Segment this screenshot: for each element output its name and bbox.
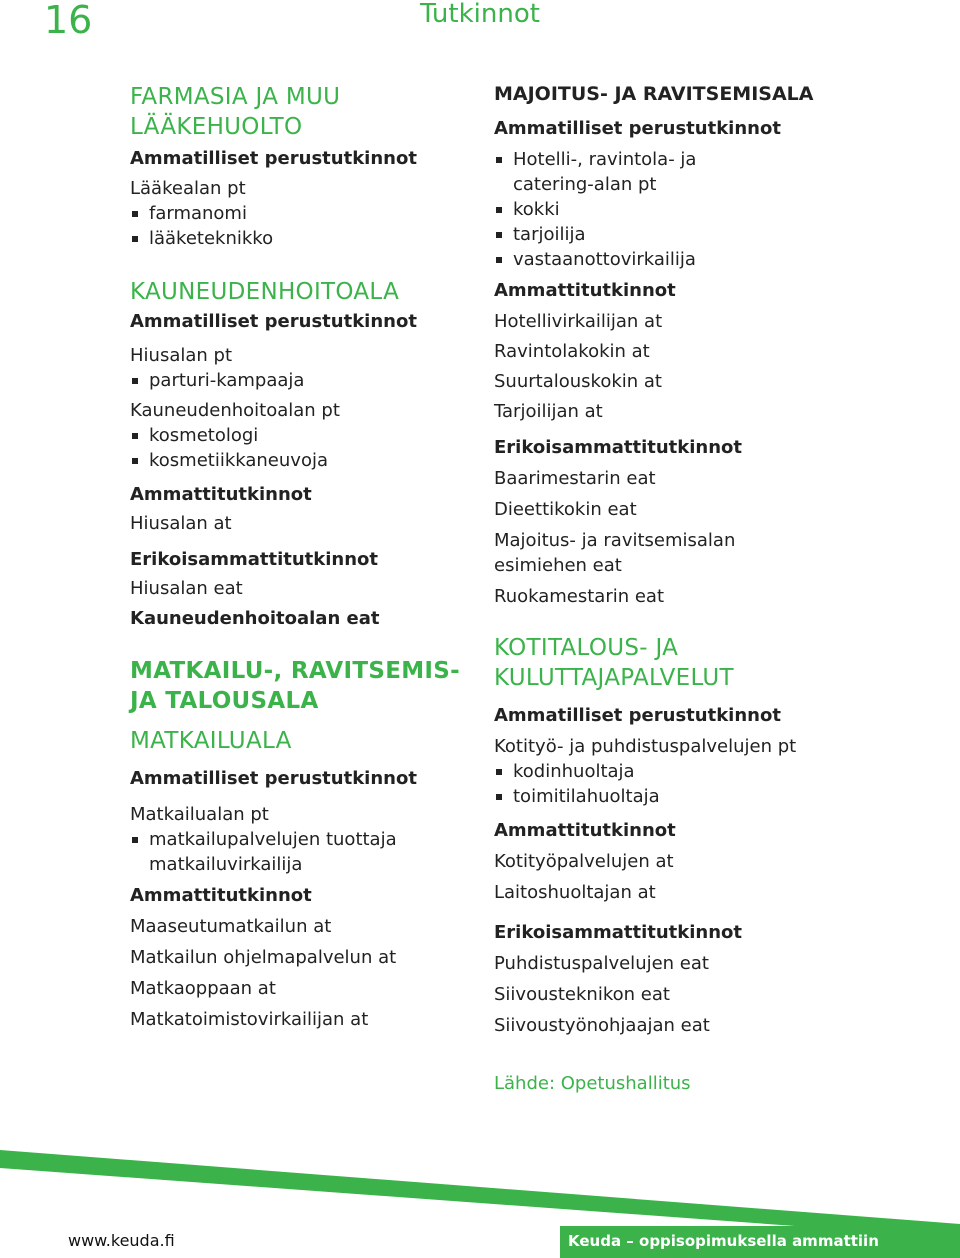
bullet-item: parturi-kampaaja — [130, 368, 460, 393]
bullet-item: toimitilahuoltaja — [494, 784, 934, 809]
section-title-majoitus: MAJOITUS- JA RAVITSEMISALA — [494, 83, 814, 105]
section-title-kotitalous-cont: KULUTTAJAPALVELUT — [494, 665, 734, 691]
running-title: Tutkinnot — [420, 0, 540, 29]
list-item: Matkailualan pt — [130, 804, 269, 825]
list-item: Lääkealan pt — [130, 178, 246, 199]
list-item: Kauneudenhoitoalan pt — [130, 400, 340, 421]
source-credit: Lähde: Opetushallitus — [494, 1073, 691, 1094]
subheading: Erikoisammattitutkinnot — [494, 437, 743, 458]
list-item: Baarimestarin eat — [494, 468, 656, 489]
list-item: Laitoshuoltajan at — [494, 882, 656, 903]
list-item: Ruokamestarin eat — [494, 586, 665, 607]
subheading: Ammattitutkinnot — [130, 484, 312, 505]
subheading: Ammattitutkinnot — [494, 820, 676, 841]
section-title-kauneus: KAUNEUDENHOITOALA — [130, 279, 400, 305]
subheading: Erikoisammattitutkinnot — [130, 549, 379, 570]
section-title-matkailu: MATKAILU-, RAVITSEMIS- — [130, 658, 461, 684]
list-item: Siivousteknikon eat — [494, 984, 670, 1005]
list-item: Hiusalan pt — [130, 345, 232, 366]
section-title-farmasia-cont: LÄÄKEHUOLTO — [130, 114, 303, 140]
section-title-kotitalous: KOTITALOUS- JA — [494, 635, 679, 661]
section-title-matkailuala: MATKAILUALA — [130, 728, 292, 754]
list-item: Kotityöpalvelujen at — [494, 851, 674, 872]
bullet-item: kodinhuoltaja — [494, 759, 934, 784]
subheading: Ammattitutkinnot — [494, 280, 676, 301]
bullet-item: matkailupalvelujen tuottaja — [130, 827, 460, 852]
page-number: 16 — [44, 0, 93, 42]
footer-slogan: Keuda – oppisopimuksella ammattiin — [568, 1232, 879, 1250]
list-item: Suurtalouskokin at — [494, 371, 662, 392]
list-item: Kotityö- ja puhdistuspalvelujen pt — [494, 736, 797, 757]
bullet-item: vastaanottovirkailija — [494, 247, 934, 272]
bullet-item-cont: catering-alan pt — [513, 174, 657, 195]
list-item: Siivoustyönohjaajan eat — [494, 1015, 710, 1036]
list-item-cont: esimiehen eat — [494, 555, 622, 576]
subheading: Ammatilliset perustutkinnot — [130, 148, 417, 169]
list-item: Puhdistuspalvelujen eat — [494, 953, 709, 974]
subheading: Ammatilliset perustutkinnot — [494, 118, 781, 139]
subheading: Ammatilliset perustutkinnot — [494, 705, 781, 726]
bullet-item: kokki — [494, 197, 934, 222]
footer-url[interactable]: www.keuda.fi — [68, 1231, 175, 1250]
subheading: Ammatilliset perustutkinnot — [130, 311, 417, 332]
subheading: Erikoisammattitutkinnot — [494, 922, 743, 943]
bullet-item: tarjoilija — [494, 222, 934, 247]
list-item: Maaseutumatkailun at — [130, 916, 332, 937]
list-item: Tarjoilijan at — [494, 401, 603, 422]
bullet-item: lääketeknikko — [130, 226, 460, 251]
list-item: Ravintolakokin at — [494, 341, 650, 362]
bullet-item: Hotelli-, ravintola- ja — [494, 147, 934, 172]
list-item: Kauneudenhoitoalan eat — [130, 608, 380, 629]
left-column — [130, 82, 460, 1032]
bullet-item: kosmetologi — [130, 423, 460, 448]
section-title-matkailu-cont: JA TALOUSALA — [130, 688, 319, 714]
section-title-farmasia: FARMASIA JA MUU — [130, 84, 341, 110]
subheading: Ammatilliset perustutkinnot — [130, 768, 417, 789]
list-item: Dieettikokin eat — [494, 499, 637, 520]
list-item: Matkailun ohjelmapalvelun at — [130, 947, 397, 968]
bullet-item-cont: matkailuvirkailija — [149, 854, 303, 875]
list-item: Hiusalan eat — [130, 578, 243, 599]
right-column — [494, 82, 934, 1096]
list-item: Hotellivirkailijan at — [494, 311, 663, 332]
list-item: Hiusalan at — [130, 513, 232, 534]
subheading: Ammattitutkinnot — [130, 885, 312, 906]
list-item: Matkaoppaan at — [130, 978, 276, 999]
list-item: Majoitus- ja ravitsemisalan — [494, 530, 736, 551]
footer-green-stripe — [0, 1150, 960, 1238]
bullet-item: kosmetiikkaneuvoja — [130, 448, 460, 473]
bullet-item: farmanomi — [130, 201, 460, 226]
list-item: Matkatoimistovirkailijan at — [130, 1009, 369, 1030]
